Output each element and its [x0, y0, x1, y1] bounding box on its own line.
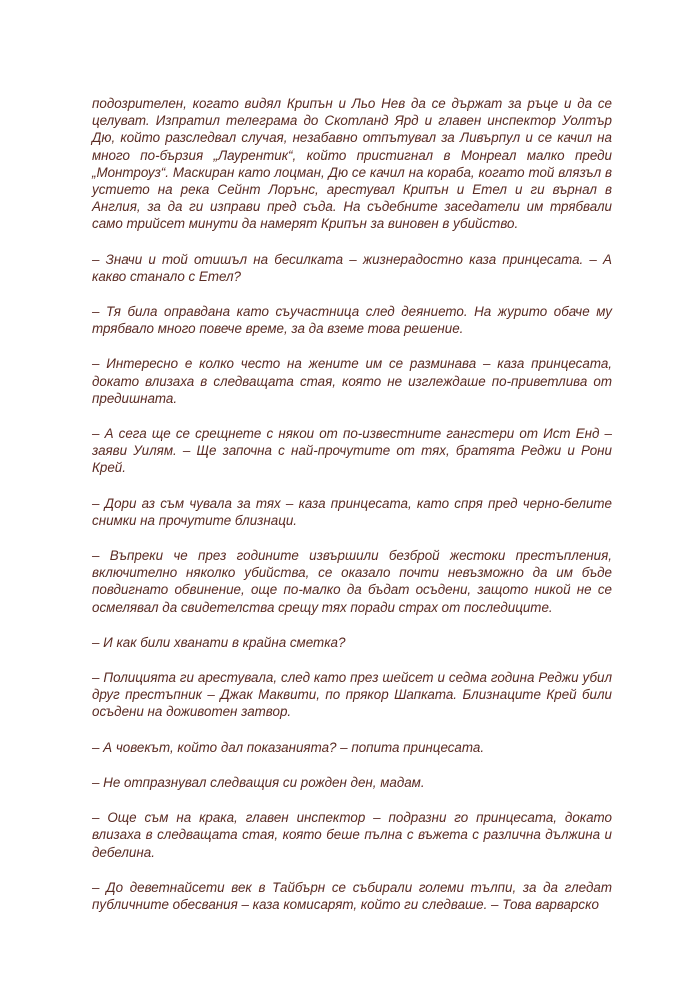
paragraph-3: – Тя била оправдана като съучастница след деянието. На журито обаче му трябвало много повече време, за да вземе това решение.: [92, 304, 612, 337]
paragraph-2: – Значи и той отишъл на бесилката – жизнерадостно каза принцесата. – А какво станало с Етел?: [92, 251, 612, 284]
paragraph-4: – Интересно е колко често на жените им се разминава – каза принцесата, докато влизаха в следващата стая, която не изглеждаше по-приветлива от предишната.: [92, 356, 612, 406]
paragraph-7: – Въпреки че през годините извършили безброй жестоки престъпления, включително няколко убийства, се оказало почти невъзможно да им бъде повдигнато обвинение, още по-малко да бъдат осъдени, защото никой не се осмелявал да свидетелства срещу тях поради страх от последиците.: [92, 548, 612, 615]
paragraph-1: подозрителен, когато видял Крипън и Льо Нев да се държат за ръце и да се целуват. Изпратил телеграма до Скотланд Ярд и главен инспектор Уолтър Дю, който разследвал случая, незабавно отпътувал за Ливърпул и се качил на много по-бързия „Лаурентик“, който пристигнал в Монреал малко преди „Монтроуз“. Маскиран като лоцман, Дю се качил на кораба, когато той влязъл в устието на река Сейнт Лорънс, арестувал Крипън и Етел и ги върнал в Англия, за да ги изправи пред съда. На съдебните заседатели им трябвали само трийсет минути да намерят Крипън за виновен в убийство.: [92, 96, 612, 232]
paragraph-10: – А човекът, който дал показанията? – попита принцесата.: [92, 739, 485, 755]
paragraph-5: – А сега ще се срещнете с някои от по-известните гангстери от Ист Енд – заяви Уилям. – Ще започна с най-прочутите от тях, братята Реджи и Рони Крей.: [92, 426, 612, 476]
paragraph-6: – Дори аз съм чувала за тях – каза принцесата, като спря пред черно-белите снимки на прочутите близнаци.: [92, 495, 612, 528]
paragraph-8: – И как били хванати в крайна сметка?: [92, 634, 346, 650]
paragraph-11: – Не отпразнувал следващия си рожден ден, мадам.: [92, 774, 425, 790]
paragraph-9: – Полицията ги арестувала, след като през шейсет и седма година Реджи убил друг престъпник – Джак Маквити, по прякор Шапката. Близнаците Крей били осъдени на доживотен затвор.: [92, 670, 612, 720]
body-text: [92, 95, 612, 931]
paragraph-13: – До деветнайсети век в Тайбърн се събирали големи тълпи, за да гледат публичните обесвания – каза комисарят, който ги следваше. – Това варварско: [92, 879, 612, 912]
paragraph-12: – Още съм на крака, главен инспектор – подразни го принцесата, докато влизаха в следващата стая, която беше пълна с въжета с различна дължина и дебелина.: [92, 810, 612, 860]
